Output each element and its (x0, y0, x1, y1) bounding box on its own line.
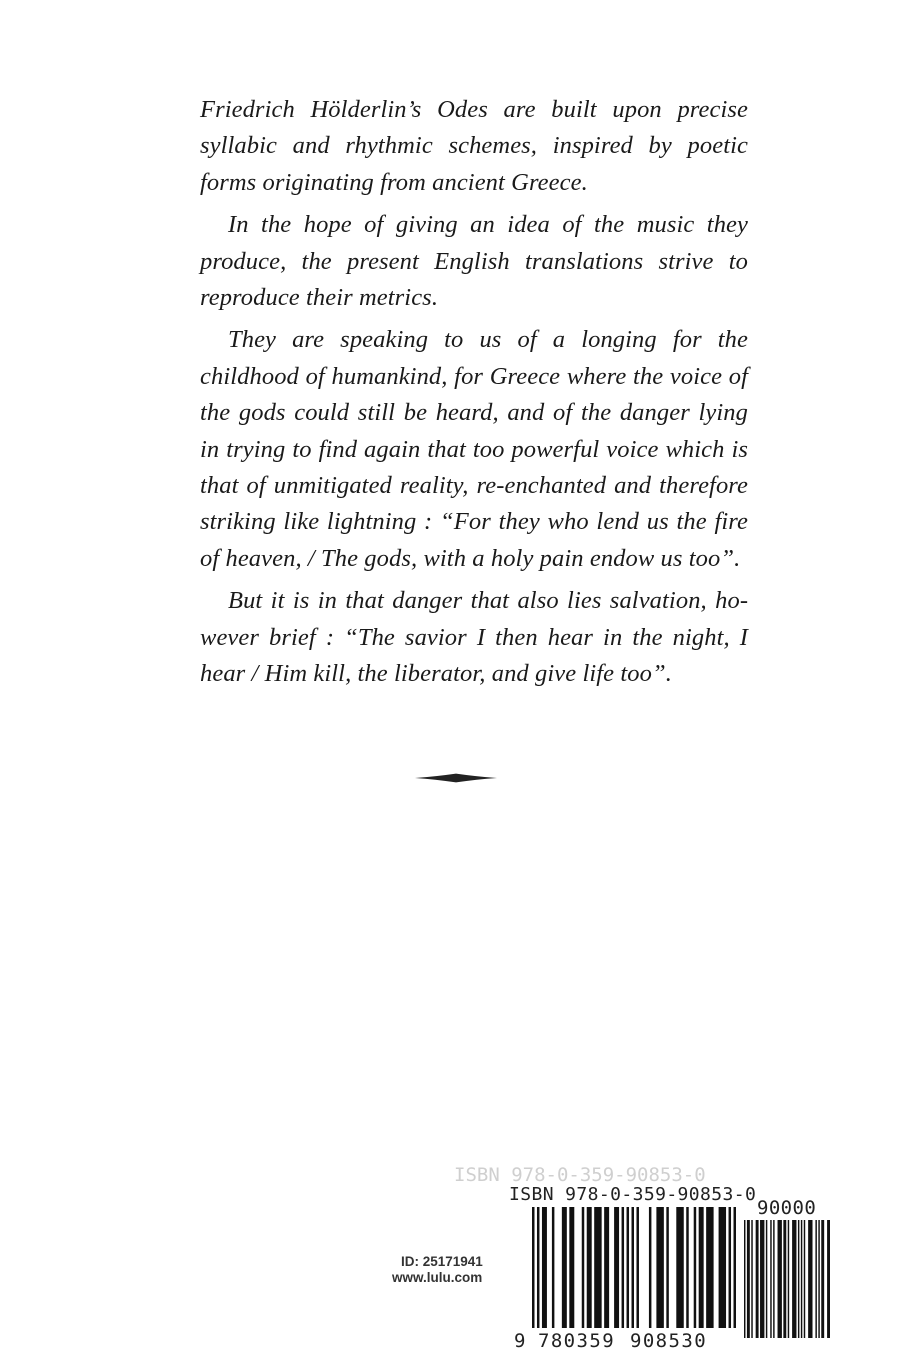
barcode-main-bar-17 (666, 1207, 668, 1337)
barcode-main-bar-3 (552, 1207, 554, 1337)
price-addon-barcode (744, 1220, 830, 1338)
paragraph-2: In the hope of giving an idea of the music they produce, the present English translations strive to reproduce their metrics. (200, 211, 748, 312)
barcode-main-bar-23 (719, 1207, 726, 1337)
barcode-main-bar-20 (694, 1207, 696, 1337)
barcode-main-bar-18 (676, 1207, 683, 1337)
barcode-addon-bar-1 (747, 1220, 750, 1338)
barcode-addon-bar-9 (783, 1220, 786, 1338)
barcode-main-bar-12 (627, 1207, 629, 1337)
paragraph-1: Friedrich Hölderlin’s Odes are built upon precise syllabic and rhythmic schemes, inspired by poetic forms originating from ancient Greece. (200, 96, 748, 196)
barcode-main-bar-25 (734, 1207, 736, 1337)
barcode-main-bar-19 (686, 1207, 688, 1337)
barcode-main-bar-9 (604, 1207, 609, 1337)
barcode-digit-first: 9 (514, 1330, 526, 1352)
publisher-url: www.lulu.com (392, 1270, 483, 1285)
barcode-addon-bar-0 (744, 1220, 745, 1338)
barcode-digits-right: 908530 (630, 1330, 708, 1352)
barcode-main-bar-13 (632, 1207, 634, 1337)
barcode-main-bar-8 (594, 1207, 601, 1337)
paragraph-4: But it is in that danger that also lies salvation, however brief : “The savior I then hear in the night, I hear / Him kill, the liberator, and give life too”. (200, 587, 748, 688)
barcode-main-bar-16 (656, 1207, 663, 1337)
barcode-addon-bar-18 (821, 1220, 824, 1338)
fleuron-divider-icon (415, 771, 497, 785)
barcode-main-bar-22 (706, 1207, 713, 1337)
barcode-addon-bar-6 (770, 1220, 771, 1338)
barcode-addon-bar-16 (815, 1220, 816, 1338)
barcode-addon-bar-8 (778, 1220, 782, 1338)
barcode-main-bar-2 (542, 1207, 547, 1337)
barcode-main-bar-24 (729, 1207, 731, 1337)
barcode-addon-bar-7 (773, 1220, 774, 1338)
barcode-addon-bar-10 (788, 1220, 789, 1338)
barcode-addon-bar-19 (827, 1220, 830, 1338)
barcode-addon-bar-4 (760, 1220, 764, 1338)
publisher-id: ID: 25171941 (401, 1254, 483, 1269)
barcode-main-bar-10 (614, 1207, 619, 1337)
barcode-main-bar-6 (582, 1207, 584, 1337)
barcode-main-bar-15 (649, 1207, 651, 1337)
price-code: 90000 (757, 1197, 817, 1219)
paragraph-3: They are speaking to us of a longing for the childhood of humankind, for Greece where the voice of the gods could still be heard, and of the danger lying in trying to find again that too powerful voice which is that of unmitigated reality, re-enchanted and therefore striking like lightning : “For they who lend us the fire of heaven, / The gods, with a holy pain endow us too”. (200, 326, 748, 572)
barcode-addon-bar-15 (808, 1220, 812, 1338)
barcode-main-bar-0 (532, 1207, 534, 1337)
barcode-addon-bar-14 (804, 1220, 805, 1338)
barcode-digits-left: 780359 (538, 1330, 616, 1352)
barcode-addon-bar-17 (818, 1220, 819, 1338)
barcode-addon-bar-3 (756, 1220, 759, 1338)
back-cover-text (200, 92, 748, 699)
barcode-addon-bar-12 (798, 1220, 799, 1338)
barcode-addon-bar-11 (792, 1220, 796, 1338)
barcode-main-bar-5 (569, 1207, 574, 1337)
barcode-digits (514, 1328, 736, 1354)
barcode-main-bar-1 (537, 1207, 539, 1337)
isbn-barcode (532, 1207, 736, 1337)
isbn-text-faint: ISBN 978-0-359-90853-0 (454, 1164, 706, 1186)
barcode-main-bar-14 (636, 1207, 638, 1337)
barcode-main-bar-11 (622, 1207, 624, 1337)
barcode-main-bar-21 (699, 1207, 704, 1337)
barcode-main-bar-7 (587, 1207, 592, 1337)
barcode-addon-bar-2 (751, 1220, 752, 1338)
barcode-addon-bar-13 (801, 1220, 802, 1338)
barcode-addon-bar-5 (766, 1220, 767, 1338)
isbn-label: ISBN 978-0-359-90853-0 (509, 1184, 757, 1205)
barcode-main-bar-4 (562, 1207, 567, 1337)
